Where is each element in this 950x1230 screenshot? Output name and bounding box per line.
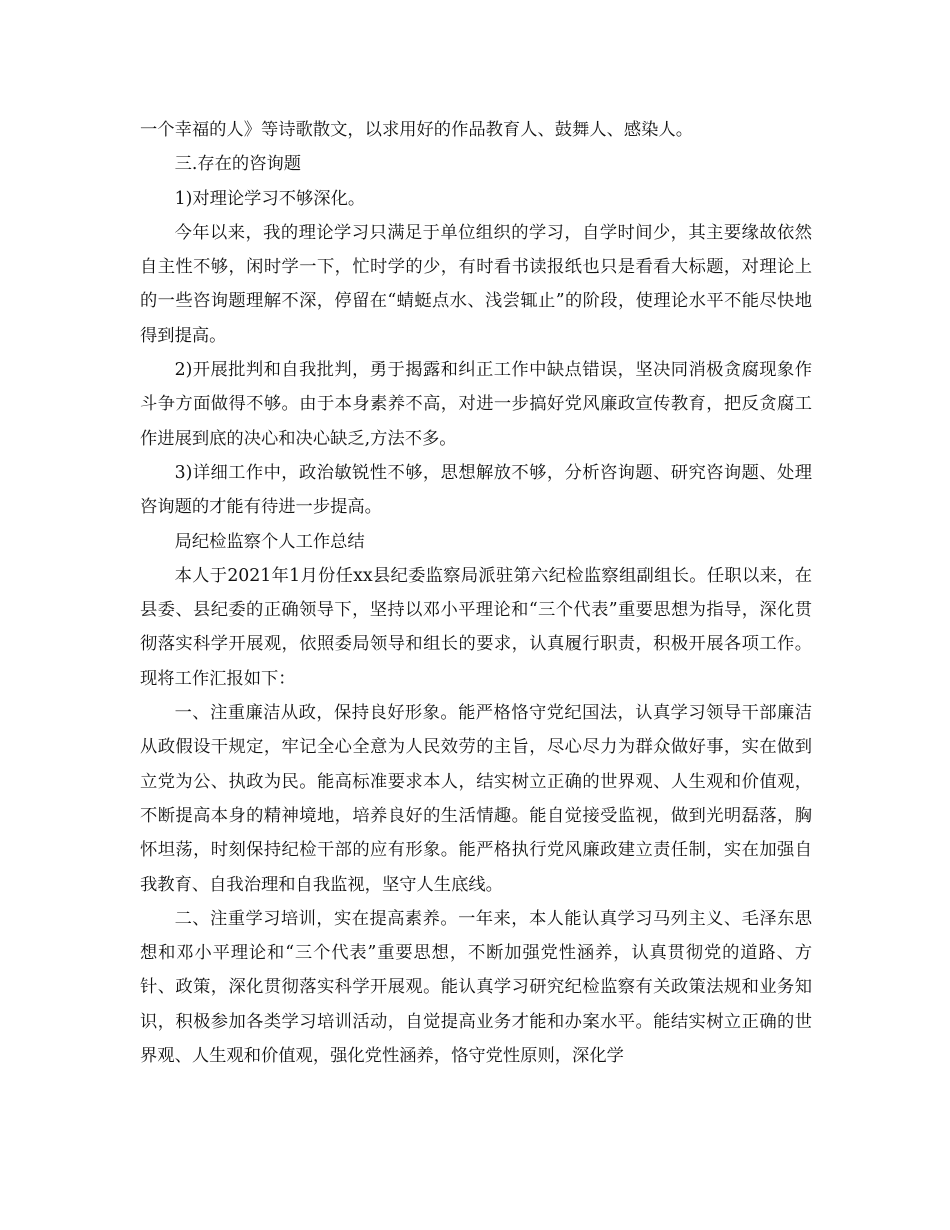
paragraph-1: 一个幸福的人》等诗歌散文，以求用好的作品教育人、鼓舞人、感染人。 xyxy=(140,120,694,140)
summary-title: 局纪检监察个人工作总结 xyxy=(174,531,365,552)
issue-2: 2)开展批判和自我批判，勇于揭露和纠正工作中缺点错误，坚决同消极贪腐现象作斗争方面做得不够。由于本身素养不高，对进一步搞好党风廉政宣传教育，把反贪腐工作进展到底的决心和决心缺乏,方法不多。 xyxy=(140,360,812,449)
document-body xyxy=(140,113,812,1073)
issue-1-body: 今年以来，我的理论学习只满足于单位组织的学习，自学时间少，其主要缘故依然自主性不够，闲时学一下，忙时学的少，有时看书读报纸也只是看看大标题，对理论上的一些咨询题理解不深，停留在“蜻蜓点水、浅尝辄止”的阶段，使理论水平不能尽快地得到提高。 xyxy=(140,222,812,346)
section-heading-issues: 三.存在的咨询题 xyxy=(174,154,302,175)
summary-point-1: 一、注重廉洁从政，保持良好形象。能严格恪守党纪国法，认真学习领导干部廉洁从政假设干规定，牢记全心全意为人民效劳的主旨，尽心尽力为群众做好事，实在做到立党为公、执政为民。能高标准要求本人，结实树立正确的世界观、人生观和价值观，不断提高本身的精神境地，培养良好的生活情趣。能自觉接受监视，做到光明磊落，胸怀坦荡，时刻保持纪检干部的应有形象。能严格执行党风廉政建立责任制，实在加强自我教育、自我治理和自我监视，坚守人生底线。 xyxy=(140,703,812,895)
issue-3: 3)详细工作中，政治敏锐性不够，思想解放不够，分析咨询题、研究咨询题、处理咨询题的才能有待进一步提高。 xyxy=(140,462,812,518)
summary-point-2: 二、注重学习培训，实在提高素养。一年来，本人能认真学习马列主义、毛泽东思想和邓小平理论和“三个代表”重要思想，不断加强党性涵养，认真贯彻党的道路、方针、政策，深化贯彻落实科学开展观。能认真学习研究纪检监察有关政策法规和业务知识，积极参加各类学习培训活动，自觉提高业务才能和办案水平。能结实树立正确的世界观、人生观和价值观，强化党性涵养，恪守党性原则，深化学 xyxy=(140,908,812,1067)
summary-intro: 本人于2021年1月份任xx县纪委监察局派驻第六纪检监察组副组长。任职以来，在县委、县纪委的正确领导下，坚持以邓小平理论和“三个代表”重要思想为指导，深化贯彻落实科学开展观，依照委局领导和组长的要求，认真履行职责，积极开展各项工作。现将工作汇报如下： xyxy=(140,565,812,689)
issue-1-heading: 1)对理论学习不够深化。 xyxy=(174,188,366,209)
